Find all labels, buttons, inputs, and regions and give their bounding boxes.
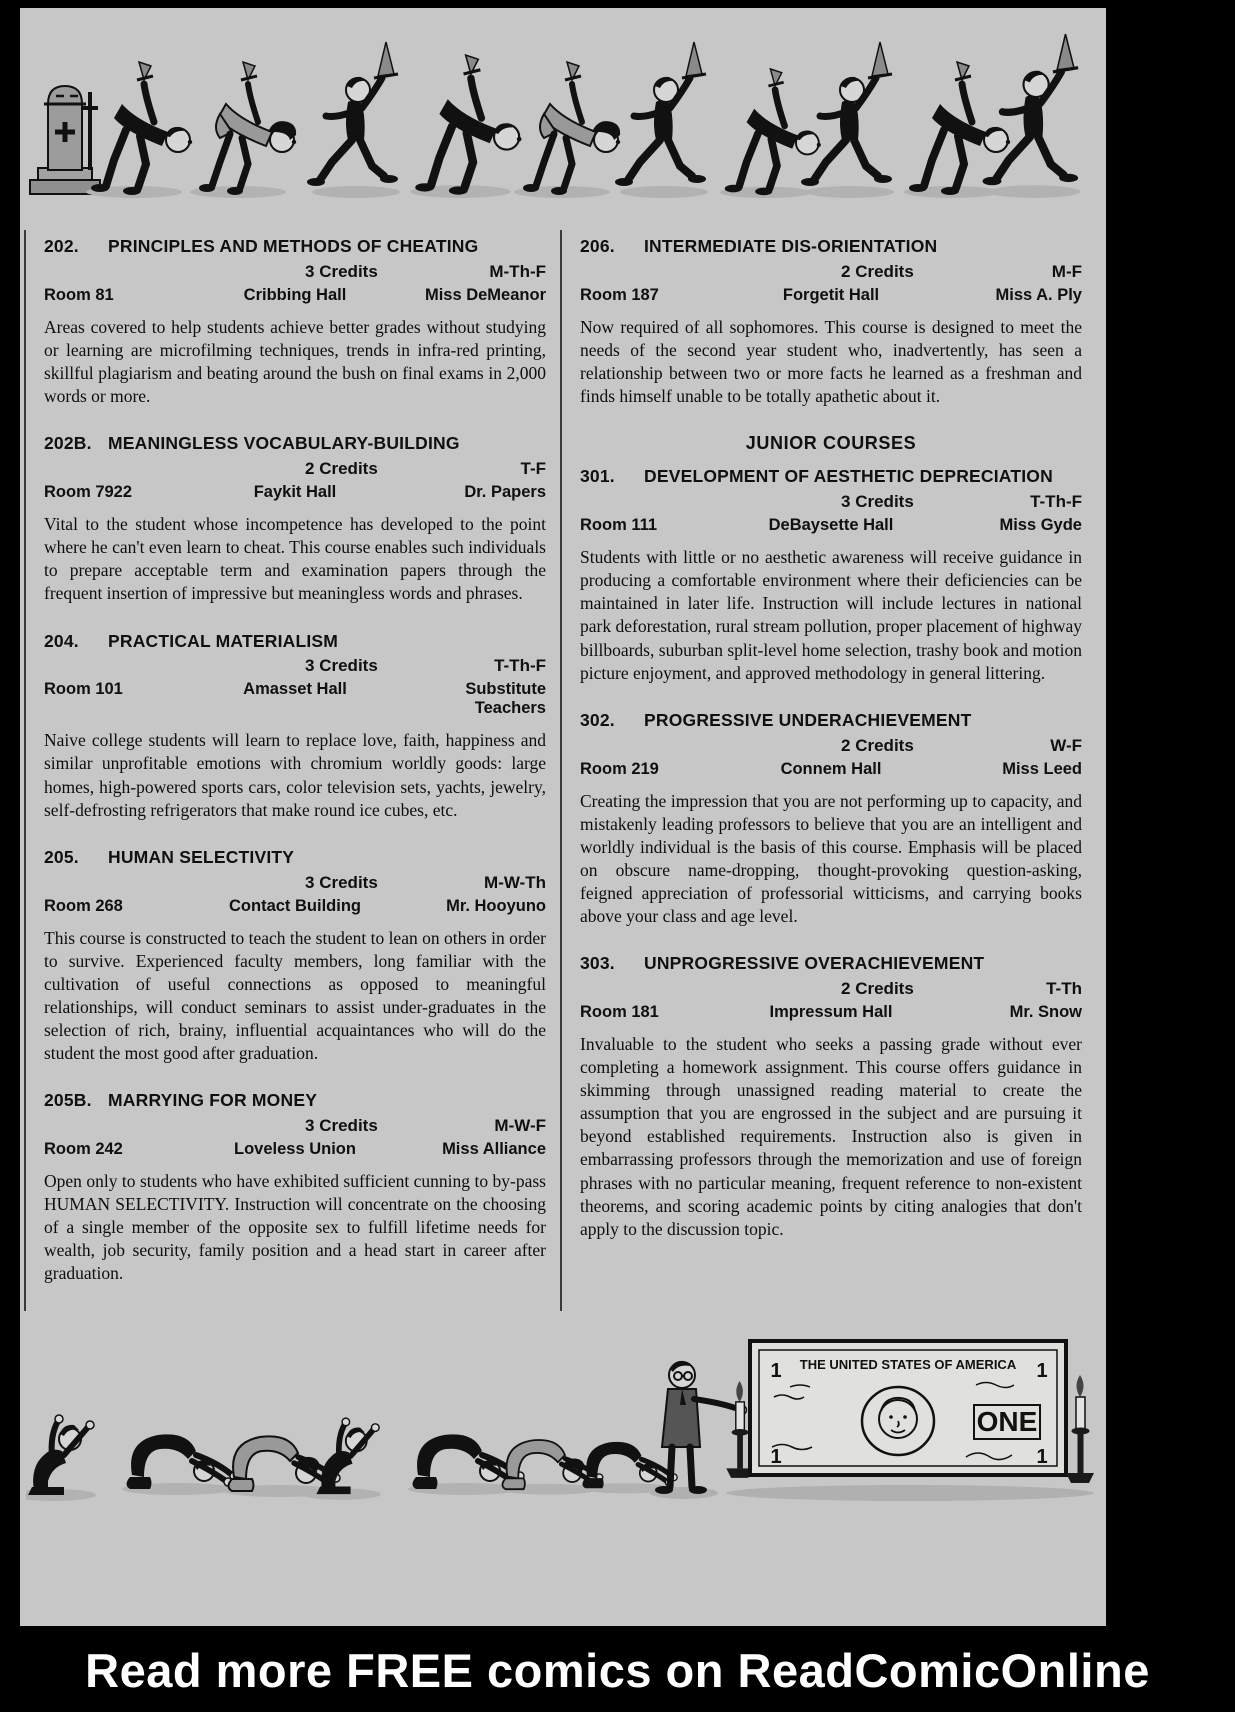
course-header-row bbox=[580, 953, 1082, 975]
cartoon-figure bbox=[514, 62, 620, 198]
course-days: M-F bbox=[1051, 261, 1082, 281]
course-header-row bbox=[580, 236, 1082, 258]
course-205b bbox=[44, 1090, 546, 1285]
dollar-corner-numeral: 1 bbox=[1036, 1359, 1048, 1382]
course-301 bbox=[580, 466, 1082, 684]
left-column bbox=[26, 230, 560, 1311]
course-title: PRINCIPLES AND METHODS OF CHEATING bbox=[108, 236, 479, 256]
course-credits: 3 Credits bbox=[305, 1116, 378, 1136]
course-hall: Faykit Hall bbox=[253, 483, 337, 502]
course-days: M-W-Th bbox=[484, 872, 546, 892]
course-hall: Impressum Hall bbox=[769, 1003, 893, 1021]
junior-courses-heading: JUNIOR COURSES bbox=[745, 433, 917, 454]
course-title: INTERMEDIATE DIS-ORIENTATION bbox=[644, 236, 938, 256]
course-meta-row bbox=[44, 1140, 546, 1159]
course-hall: DeBaysette Hall bbox=[768, 516, 894, 535]
candlestick bbox=[1066, 1375, 1094, 1483]
course-description: Now required of all sophomores. This course is designed to meet the needs of the second year student who, inadvertently, has seen a relationship between two or more facts he learned as a freshman and finds himself unable to be totally apathetic about it. bbox=[580, 316, 1082, 407]
dollar-corner-numeral: 1 bbox=[770, 1445, 782, 1468]
course-instructor: Substitute Teachers bbox=[465, 680, 546, 718]
course-credits-row bbox=[44, 1116, 546, 1136]
cartoon-figure bbox=[983, 34, 1081, 198]
course-meta-row bbox=[580, 286, 1082, 305]
course-202b bbox=[44, 433, 546, 605]
course-hall: Contact Building bbox=[229, 896, 361, 915]
course-number: 301. bbox=[580, 466, 615, 487]
dollar-bill-title: THE UNITED STATES OF AMERICA bbox=[799, 1356, 1017, 1372]
course-302 bbox=[580, 710, 1082, 928]
worshipper-figure bbox=[26, 1415, 96, 1501]
course-instructor: Miss Leed bbox=[1002, 759, 1082, 778]
course-instructor: Mr. Hooyuno bbox=[446, 896, 546, 915]
course-instructor: Dr. Papers bbox=[464, 483, 546, 502]
banner-text[interactable]: Read more FREE comics on ReadComicOnline bbox=[85, 1643, 1150, 1697]
cartoon-figure bbox=[86, 62, 192, 198]
cartoon-figure bbox=[801, 42, 894, 198]
scanned-comic-page bbox=[20, 8, 1106, 1626]
course-meta-row bbox=[44, 680, 546, 718]
course-credits: 2 Credits bbox=[841, 735, 914, 755]
course-credits: 2 Credits bbox=[305, 459, 378, 479]
course-hall: Loveless Union bbox=[234, 1140, 356, 1159]
cartoon-figure bbox=[615, 42, 708, 198]
dollar-bill bbox=[750, 1341, 1066, 1475]
course-header-row bbox=[44, 847, 546, 869]
bottom-cartoon-strip bbox=[26, 1325, 1100, 1515]
cartoon-figure bbox=[410, 55, 522, 198]
course-205 bbox=[44, 847, 546, 1065]
top-cartoon-strip bbox=[26, 12, 1100, 204]
course-room: Room 101 bbox=[44, 680, 123, 699]
course-credits-row bbox=[44, 656, 546, 676]
course-header-row bbox=[44, 236, 546, 258]
course-title: UNPROGRESSIVE OVERACHIEVEMENT bbox=[644, 953, 985, 974]
course-header-row bbox=[44, 631, 546, 653]
course-description: Creating the impression that you are not performing up to capacity, and mistakenly leading professors to believe that you are an intelligent and worldly individual is the basis of this course. Emphasis will be placed on obscure name-dropping, thought-provoking question-asking, feigned appreciation of professorial witticisms, and carrying books above your class and age level. bbox=[580, 790, 1082, 927]
course-credits-row bbox=[44, 459, 546, 479]
course-room: Room 181 bbox=[580, 1003, 659, 1021]
course-instructor: Miss Gyde bbox=[999, 516, 1082, 535]
course-meta-row bbox=[580, 760, 1082, 779]
course-meta-row bbox=[44, 897, 546, 916]
worshipper-figure bbox=[122, 1434, 238, 1495]
cartoon-figure bbox=[190, 62, 296, 198]
course-days: T-Th-F bbox=[1030, 492, 1082, 512]
course-number: 302. bbox=[580, 709, 615, 730]
course-credits: 3 Credits bbox=[305, 656, 378, 676]
course-credits: 3 Credits bbox=[305, 261, 378, 281]
course-credits: 2 Credits bbox=[841, 261, 914, 281]
cartoon-figure bbox=[307, 42, 400, 198]
course-days: T-F bbox=[520, 459, 546, 479]
course-room: Room 219 bbox=[580, 759, 659, 778]
course-description: Areas covered to help students achieve better grades without studying or learning are microfilming techniques, trends in infra-red printing, skillful plagiarism and beating around the bush on final exams in 2,000 words or more. bbox=[44, 316, 546, 407]
course-number: 205. bbox=[44, 846, 79, 867]
course-title: DEVELOPMENT OF AESTHETIC DEPRECIATION bbox=[644, 466, 1053, 487]
course-hall: Forgetit Hall bbox=[782, 285, 880, 304]
course-description: This course is constructed to teach the student to lean on others in order to survive. Experienced faculty members, long familiar with the cultivation of useful connections as opposed to meaningful relationships, will conduct seminars to assist under-graduates in the selection of rich, brainy, influential acquaintances who will do the student the most good after graduation. bbox=[44, 927, 547, 1064]
worshipper-figure bbox=[579, 1441, 678, 1493]
statue-figure bbox=[30, 86, 100, 194]
course-credits-row bbox=[580, 979, 1082, 999]
dollar-corner-numeral: 1 bbox=[1036, 1445, 1048, 1468]
course-catalog bbox=[24, 230, 1096, 1311]
course-instructor: Miss Alliance bbox=[442, 1140, 546, 1159]
course-header-row bbox=[44, 433, 546, 455]
course-credits-row bbox=[44, 262, 546, 282]
dollar-corner-numeral: 1 bbox=[770, 1359, 782, 1382]
course-days: W-F bbox=[1050, 735, 1082, 755]
course-title: MEANINGLESS VOCABULARY-BUILDING bbox=[108, 433, 460, 454]
course-header-row bbox=[580, 710, 1082, 732]
course-number: 303. bbox=[580, 953, 615, 974]
course-description: Open only to students who have exhibited sufficient cunning to by-pass HUMAN SELECTIVITY. Instruction will concentrate on the choosing of a single member of the opposite sex to fulfill lifetime needs for wealth, job security, family position and a head start in career after graduation. bbox=[44, 1171, 546, 1284]
course-206 bbox=[580, 236, 1082, 408]
course-credits-row bbox=[44, 873, 546, 893]
course-meta-row bbox=[44, 286, 546, 305]
course-room: Room 242 bbox=[44, 1140, 123, 1159]
course-credits: 3 Credits bbox=[841, 492, 914, 512]
course-credits: 2 Credits bbox=[841, 979, 914, 998]
course-title: PROGRESSIVE UNDERACHIEVEMENT bbox=[644, 709, 972, 730]
course-number: 202B. bbox=[44, 433, 92, 454]
readcomiconline-banner[interactable] bbox=[0, 1628, 1235, 1712]
course-number: 205B. bbox=[44, 1090, 92, 1111]
course-303 bbox=[580, 953, 1082, 1241]
course-hall: Cribbing Hall bbox=[243, 285, 347, 304]
course-header-row bbox=[580, 466, 1082, 488]
course-title: PRACTICAL MATERIALISM bbox=[108, 630, 339, 651]
course-days: T-Th-F bbox=[494, 656, 546, 676]
course-days: T-Th bbox=[1046, 979, 1082, 998]
course-hall: Connem Hall bbox=[780, 759, 882, 778]
course-number: 206. bbox=[580, 236, 615, 256]
course-title: HUMAN SELECTIVITY bbox=[108, 846, 295, 867]
course-credits-row bbox=[580, 262, 1082, 282]
course-description: Invaluable to the student who seeks a passing grade without ever completing a homework assignment. This course offers guidance in skimming through unassigned reading material to create the assumption that you are engrossed in the subject and are pursuing it beyond established requirements. Instruction also is given in embarrassing professors through the memorization and use of foreign phrases with no particular meaning, frequent reference to non-existent theorems, and scoring academic points by citing analogies that don't apply to the discussion topic. bbox=[580, 1034, 1082, 1239]
course-title: MARRYING FOR MONEY bbox=[108, 1090, 318, 1111]
course-instructor: Mr. Snow bbox=[1009, 1003, 1082, 1021]
course-header-row bbox=[44, 1090, 546, 1112]
course-number: 202. bbox=[44, 236, 79, 256]
dollar-denomination: ONE bbox=[976, 1405, 1038, 1437]
course-description: Students with little or no aesthetic awareness will receive guidance in producing a comfortable environment where their deficiencies can be maintained in later life. Instruction will include lectures in national park deforestation, rural stream pollution, proper placement of highway billboards, suburban split-level home selection, trashy book and motion picture enjoyment, and approved methodology in general littering. bbox=[580, 547, 1082, 683]
course-room: Room 81 bbox=[44, 285, 114, 304]
course-credits-row bbox=[580, 492, 1082, 512]
course-number: 204. bbox=[44, 630, 79, 651]
course-hall: Amasset Hall bbox=[243, 680, 347, 699]
course-credits: 3 Credits bbox=[305, 872, 378, 892]
course-meta-row bbox=[580, 516, 1082, 535]
course-description: Vital to the student whose incompetence has developed to the point where he can't even learn to cheat. This course enables such individuals to prepare acceptable term and examination papers through the frequent insertion of impressive but meaningless words and phrases. bbox=[44, 514, 546, 604]
course-meta-row bbox=[44, 483, 546, 502]
course-instructor: Miss A. Ply bbox=[995, 285, 1082, 304]
course-202 bbox=[44, 236, 546, 408]
course-room: Room 7922 bbox=[44, 483, 133, 502]
course-credits-row bbox=[580, 736, 1082, 756]
course-description: Naive college students will learn to replace love, faith, happiness and similar unprofitable emotions with chromium worldly goods: large homes, high-powered sports cars, color television sets, yachts, jewelry, self-defrosting refrigerators that make round ice cubes, etc. bbox=[44, 730, 546, 820]
course-days: M-W-F bbox=[494, 1116, 546, 1136]
course-instructor: Miss DeMeanor bbox=[424, 285, 546, 304]
course-room: Room 111 bbox=[580, 516, 658, 535]
course-days: M-Th-F bbox=[489, 261, 546, 281]
course-204 bbox=[44, 631, 546, 822]
course-room: Room 268 bbox=[44, 896, 123, 915]
course-room: Room 187 bbox=[580, 285, 659, 304]
right-column bbox=[562, 230, 1096, 1311]
course-meta-row bbox=[580, 1003, 1082, 1022]
